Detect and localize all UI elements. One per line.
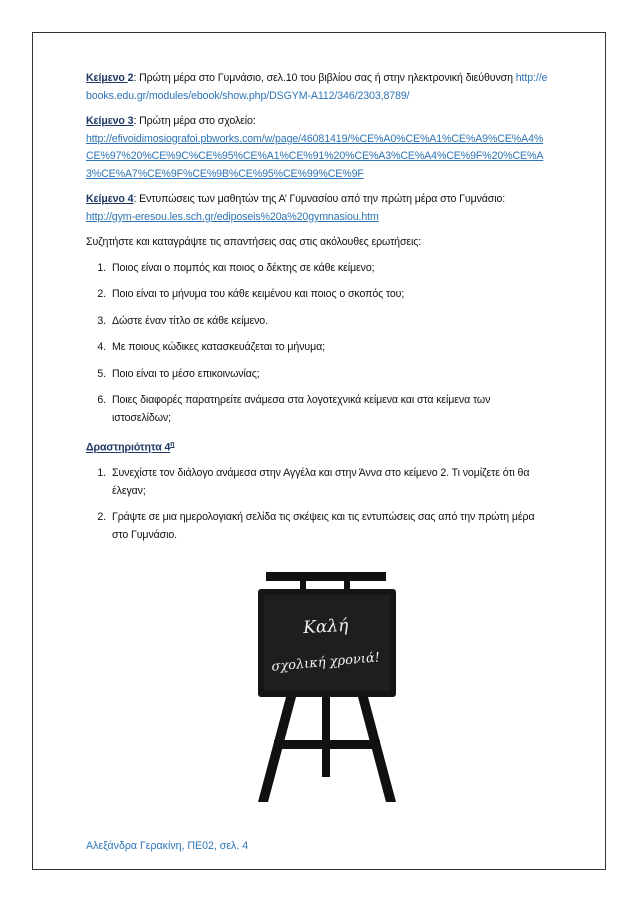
text3-paragraph — [86, 113, 548, 183]
questions-list — [86, 260, 548, 428]
text3-body: : Πρώτη μέρα στο σχολείο: — [133, 115, 256, 127]
text2-num: 2 — [127, 72, 134, 84]
text4-body: : Εντυπώσεις των μαθητών της Α’ Γυμνασίου από την πρώτη μέρα στο Γυμνάσιο: — [133, 193, 506, 205]
text2-label: Κείμενο — [86, 72, 128, 84]
list-item: 1. Ποιος είναι ο πομπός και ποιος ο δέκτης σε κάθε κείμενο; — [97, 261, 375, 274]
discussion-prompt: Συζητήστε και καταγράψτε τις απαντήσεις σας στις ακόλουθες ερωτήσεις: — [86, 236, 422, 248]
activity-sup: η — [170, 441, 175, 448]
text2-link[interactable]: http://ebooks.edu.gr/modules/ebook/show.php/DSGYM-A112/346/2303,8789/ — [86, 72, 548, 102]
tasks-list — [86, 465, 548, 544]
list-item: 5. Ποιο είναι το μέσο επικοινωνίας; — [97, 367, 260, 380]
list-item: 2. Ποιο είναι το μήνυμα του κάθε κειμένου και ποιος ο σκοπός του; — [97, 288, 405, 300]
activity-title: Δραστηριότητα 4 — [86, 441, 171, 454]
text4-paragraph — [86, 191, 548, 226]
text3-link[interactable]: http://efivoidimosiografoi.pbworks.com/w/page/46081419/%CE%A0%CE%A1%CE%A9%CE%A4%CE%97%20%CE%9C%CE%95%CE%A1%CE%91%20%CE%A3%CE%A4%CE%9F%20%CE%A3%CE%A7%CE%9F%CE%9B%CE%95%CE%99%CE%9F — [86, 132, 544, 180]
list-item: 2. Γράψτε σε μια ημερολογιακή σελίδα τις σκέψεις και τις εντυπώσεις σας από την πρώτη μέρα στο Γυμνάσιο. — [97, 511, 535, 541]
list-item: 3. Δώστε έναν τίτλο σε κάθε κείμενο. — [97, 314, 268, 327]
list-item: 1. Συνεχίστε τον διάλογο ανάμεσα στην Αγγέλα και στην Άννα στο κείμενο 2. Τι νομίζετε ότι θα έλεγαν; — [97, 467, 530, 497]
text3-label: Κείμενο 3 — [86, 115, 134, 127]
text2-paragraph — [86, 70, 548, 105]
chalk-line1: Καλή — [302, 615, 349, 639]
list-item: 6. Ποιες διαφορές παρατηρείτε ανάμεσα στα λογοτεχνικά κείμενα και στα κείμενα των ιστοσελίδων; — [97, 394, 491, 424]
page-footer: Αλεξάνδρα Γερακίνη, ΠΕ02, σελ. 4 — [86, 840, 249, 852]
text4-label: Κείμενο 4 — [86, 193, 134, 205]
document-body — [86, 70, 548, 553]
list-item: 4. Με ποιους κώδικες κατασκευάζεται το μήνυμα; — [97, 341, 325, 353]
activity-heading — [86, 436, 548, 457]
chalk-line2: σχολική χρονιά! — [270, 650, 381, 675]
chalkboard-image — [228, 570, 418, 810]
text2-body: : Πρώτη μέρα στο Γυμνάσιο, σελ.10 του βιβλίου σας ή στην ηλεκτρονική διεύθυνση — [133, 72, 516, 84]
text4-link[interactable]: http://gym-eresou.les.sch.gr/ediposeis%20a%20gymnasiou.htm — [86, 210, 379, 223]
